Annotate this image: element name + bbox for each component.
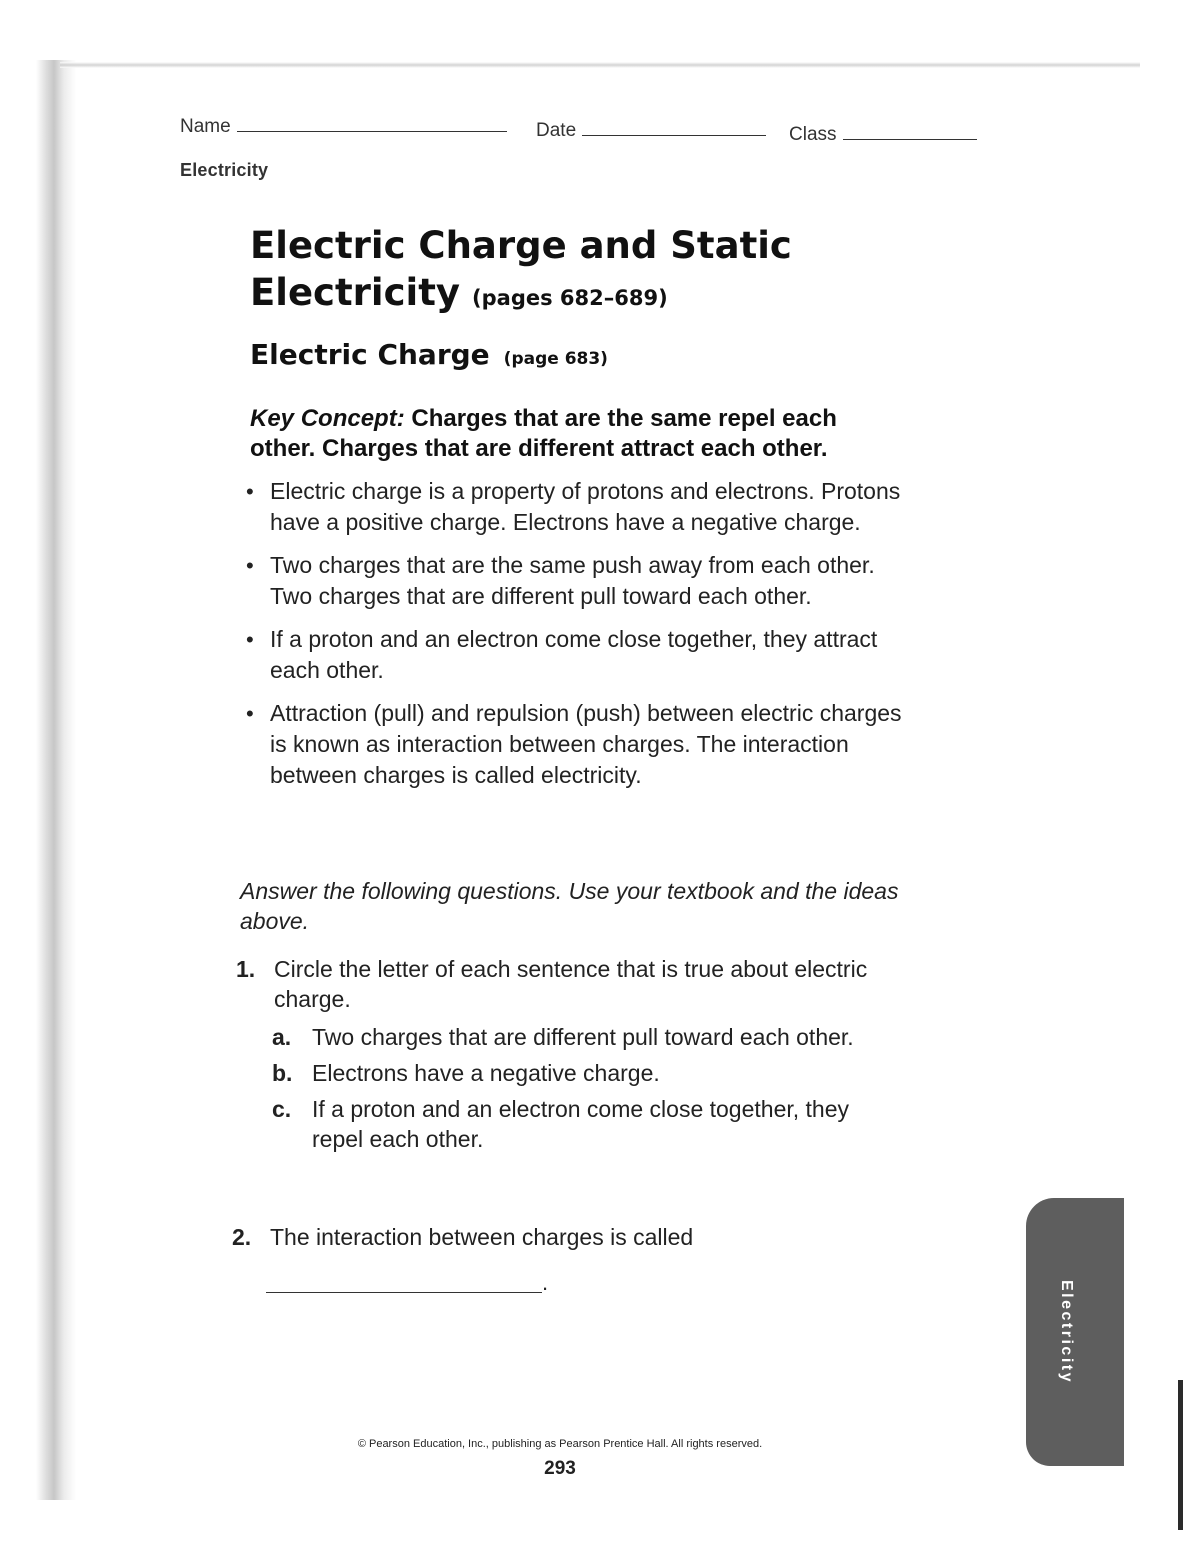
answer-period: . [542,1270,549,1295]
date-field[interactable] [536,120,766,142]
bullet-dot-icon: • [246,553,254,578]
subheading-pages: (page 683) [503,349,608,369]
page-title [250,222,890,322]
name-field[interactable] [180,116,507,138]
bullet-item: • Two charges that are the same push away from each other. Two charges that are different pull toward each other. [246,552,875,609]
subheading-text: Electric Charge [250,338,490,371]
question-1-stem [236,954,896,1014]
scan-top-edge [60,62,1140,68]
question-number: 1. [236,956,256,982]
option-c[interactable]: c. If a proton and an electron come close together, they repel each other. [272,1096,850,1152]
bullet-dot-icon: • [246,479,254,504]
class-field[interactable] [789,124,977,146]
question-1 [236,954,896,1160]
option-letter[interactable]: c. [272,1096,292,1122]
copyright-footer: © Pearson Education, Inc., publishing as Pearson Prentice Hall. All rights reserved. [357,1438,763,1450]
option-letter[interactable]: b. [272,1060,293,1086]
question-2-stem [232,1222,892,1252]
page-number: 293 [544,1458,576,1479]
date-label: Date [536,120,577,141]
bullet-item: • Electric charge is a property of protons and electrons. Protons have a positive charge. Electrons have a negative charge. [246,478,901,535]
option-letter[interactable]: a. [272,1024,292,1050]
class-blank[interactable] [843,139,977,140]
title-text: Electric Charge and Static Electricity [250,224,792,314]
question-2 [232,1222,892,1252]
bullet-dot-icon: • [246,701,254,726]
option-a[interactable]: a. Two charges that are different pull toward each other. [272,1024,854,1050]
name-blank[interactable] [237,131,507,132]
answer-options [236,1022,896,1154]
answer-blank[interactable] [266,1292,542,1293]
question-number: 2. [232,1224,252,1250]
scan-right-edge [1178,1380,1183,1530]
key-concept-text: Charges that are the same repel each other. Charges that are different attract each other. [250,405,837,462]
class-label: Class [789,124,837,145]
bullet-item: • If a proton and an electron come close together, they attract each other. [246,626,878,683]
question-text: The interaction between charges is called [270,1224,694,1250]
bullet-dot-icon: • [246,627,254,652]
chapter-tab [1026,1198,1124,1466]
date-blank[interactable] [582,135,766,136]
section-label: Electricity [180,160,269,180]
chapter-tab-label: Electricity [1058,1280,1075,1384]
option-b[interactable]: b. Electrons have a negative charge. [272,1060,660,1086]
key-concept-label: Key Concept: [250,405,405,432]
concept-bullets [244,476,904,803]
key-concept [250,404,900,464]
subheading [250,338,608,371]
scan-left-edge [36,60,76,1500]
question-text: Circle the letter of each sentence that is true about electric charge. [274,956,868,1012]
instructions: Answer the following questions. Use your textbook and the ideas above. [240,878,899,934]
name-label: Name [180,116,231,137]
bullet-item: • Attraction (pull) and repulsion (push) between electric charges is known as interaction between charges. The interaction between charges is called electricity. [246,700,902,788]
title-pages: (pages 682–689) [472,286,668,310]
